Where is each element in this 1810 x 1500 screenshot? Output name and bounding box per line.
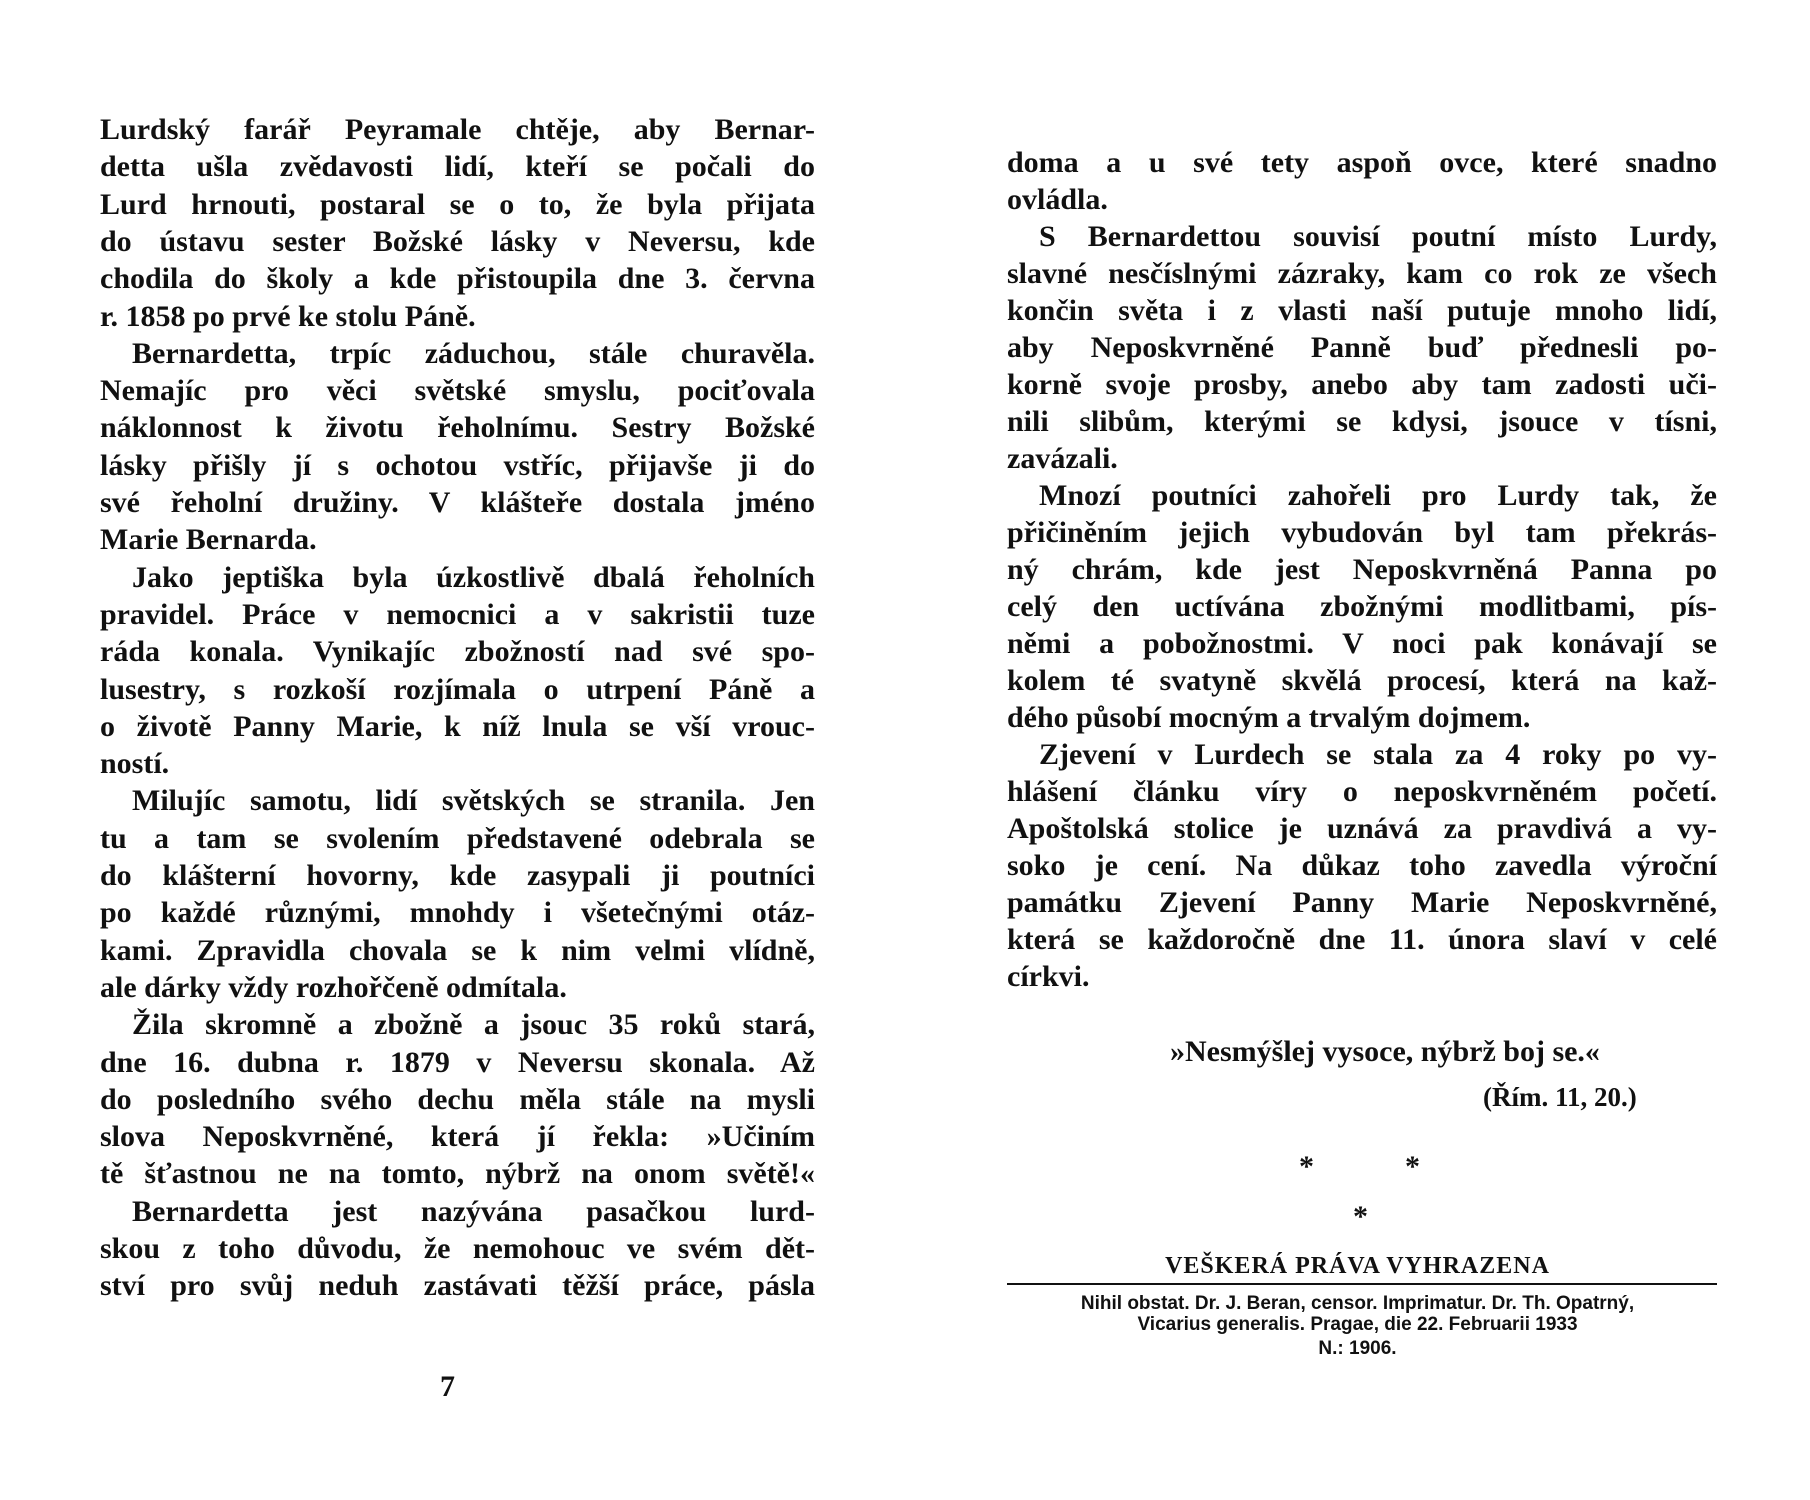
text-line: církvi. [1007,960,1090,993]
divider-rule [1007,1283,1717,1285]
text-line: slova Neposkvrněné, která jí řekla: »Učiním [100,1120,815,1154]
text-line: r. 1858 po prvé ke stolu Páně. [100,299,476,333]
text-line: ství pro svůj neduh zastávati těžší práce, pásla [100,1269,815,1303]
text-line: která se každoročně dne 11. února slaví v celé [1007,923,1717,956]
text-line: dne 16. dubna r. 1879 v Neversu skonala. Až [100,1045,815,1079]
star-ornament: * [1299,1150,1314,1183]
text-line: nili slibům, kterými se kdysi, jsouce v tísni, [1007,405,1717,438]
text-line: zavázali. [1007,442,1118,475]
text-line: Milujíc samotu, lidí světských se stranila. Jen [132,784,815,818]
text-line: doma a u své tety aspoň ovce, které snadno [1007,146,1717,179]
text-line: Jako jeptiška byla úzkostlivě dbalá řeholních [132,560,815,594]
text-line: ný chrám, kde jest Neposkvrněná Panna po [1007,553,1717,586]
text-line: lusestry, s rozkoší rozjímala o utrpení Páně a [100,672,815,706]
text-line: do ústavu sester Božské lásky v Neversu, kde [100,224,815,258]
text-line: Nemajíc pro věci světské smyslu, pociťovala [100,374,815,408]
text-line: hlášení článku víry o neposkvrněném početí. [1007,775,1717,808]
text-line: končin světa i z vlasti naší putuje mnoho lidí, [1007,294,1717,327]
text-line: Bernardetta, trpíc záduchou, stále churavěla. [132,336,815,370]
text-line: aby Neposkvrněné Panně buď přednesli po- [1007,331,1717,364]
text-line: Apoštolská stolice je uznává za pravdivá a vy- [1007,812,1717,845]
text-line: památku Zjevení Panny Marie Neposkvrněné, [1007,886,1717,919]
text-line: detta ušla zvědavosti lidí, kteří se počali do [100,150,815,184]
imprimatur-line: N.: 1906. [1318,1338,1397,1359]
text-line: ale dárky vždy rozhořčeně odmítala. [100,970,567,1004]
text-line: skou z toho důvodu, že nemohouc ve svém dět- [100,1232,815,1265]
imprimatur-line: Nihil obstat. Dr. J. Beran, censor. Imprimatur. Dr. Th. Opatrný, [1080,1293,1635,1314]
text-line: tu a tam se svolením představené odebrala se [100,821,815,855]
right-page [905,0,1810,1500]
text-line: dého působí mocným a trvalým dojmem. [1007,701,1531,734]
star-ornament: * [1353,1200,1368,1233]
text-line: celý den uctívána zbožnými modlitbami, pís- [1007,590,1717,623]
text-line: kolem té svatyně skvělá procesí, která na kaž- [1007,664,1717,697]
text-line: své řeholní družiny. V klášteře dostala jméno [100,486,815,519]
star-ornament: * [1405,1150,1420,1183]
text-line: lásky přišly jí s ochotou vstříc, přijavše ji do [100,448,815,482]
bible-quote-reference: (Řím. 11, 20.) [1483,1082,1637,1112]
text-line: slavné nesčíslnými zázraky, kam co rok ze všech [1007,257,1717,290]
text-line: ovládla. [1007,183,1108,216]
text-line: Zjevení v Lurdech se stala za 4 roky po vy- [1039,738,1717,771]
text-line: do posledního svého dechu měla stále na mysli [100,1082,815,1116]
text-line: po každé různými, mnohdy i všetečnými otáz- [100,896,815,930]
text-line: soko je cení. Na důkaz toho zavedla výroční [1007,849,1717,882]
text-line: náklonnost k životu řeholnímu. Sestry Božské [100,411,815,445]
text-line: němi a pobožnostmi. V noci pak konávají se [1007,627,1717,660]
text-line: ráda konala. Vynikajíc zbožností nad své spo- [100,635,815,669]
text-line: S Bernardettou souvisí poutní místo Lurdy, [1039,220,1717,253]
page-number: 7 [440,1370,455,1403]
text-line: Mnozí poutníci zahořeli pro Lurdy tak, že [1039,479,1717,512]
bible-quote: »Nesmýšlej vysoce, nýbrž boj se.« [1170,1035,1600,1068]
text-line: přičiněním jejich vybudován byl tam překrás- [1007,516,1717,549]
text-line: chodila do školy a kde přistoupila dne 3. června [100,262,815,296]
text-line: Lurdský farář Peyramale chtěje, aby Bernar- [100,113,815,146]
rights-reserved-title: VEŠKERÁ PRÁVA VYHRAZENA [1165,1253,1550,1279]
text-line: kami. Zpravidla chovala se k nim velmi vlídně, [100,933,815,967]
text-line: Marie Bernarda. [100,523,317,557]
imprimatur-line: Vicarius generalis. Pragae, die 22. Februarii 1933 [1137,1314,1578,1335]
text-line: korně svoje prosby, anebo aby tam zadosti uči- [1007,368,1717,401]
text-line: do klášterní hovorny, kde zasypali ji poutníci [100,859,815,892]
text-line: Lurd hrnouti, postaral se o to, že byla přijata [100,187,815,221]
text-line: ností. [100,747,170,781]
text-line: pravidel. Práce v nemocnici a v sakristii tuze [100,597,815,631]
text-line: Žila skromně a zbožně a jsouc 35 roků stará, [132,1008,815,1042]
text-line: o životě Panny Marie, k níž lnula se vší vrouc- [100,709,815,743]
text-line: Bernardetta jest nazývána pasačkou lurd- [132,1194,815,1228]
text-line: tě šťastnou ne na tomto, nýbrž na onom světě!« [100,1157,815,1191]
